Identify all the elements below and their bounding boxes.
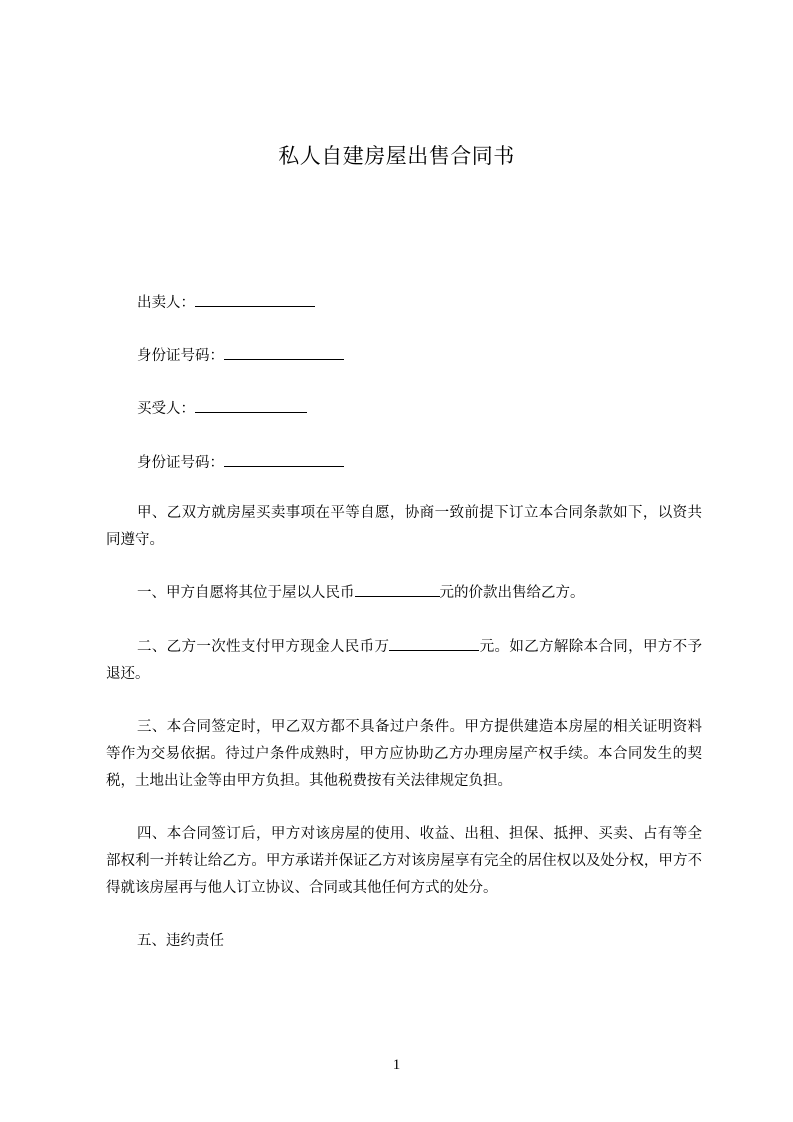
clause-5-heading: 五、违约责任: [137, 933, 224, 949]
seller-id-blank: [224, 344, 344, 360]
seller-label: 出卖人：: [137, 295, 195, 311]
buyer-label: 买受人：: [137, 401, 195, 417]
seller-id-label: 身份证号码：: [137, 348, 224, 364]
clause-4: 四、本合同签订后，甲方对该房屋的使用、收益、出租、担保、抵押、买卖、占有等全部权利一并转让给乙方。甲方承诺并保证乙方对该房屋享有完全的居住权以及处分权，甲方不得就该房屋再与他人订立协议、合同或其他任何方式的处分。: [106, 826, 702, 896]
clause-1-text-after: 元的价款出售给乙方。: [439, 585, 585, 601]
clause-1-text-before: 一、甲方自愿将其位于屋以人民币: [137, 585, 355, 601]
buyer-id-field: [137, 451, 344, 474]
intro-paragraph: 甲、乙双方就房屋买卖事项在平等自愿，协商一致前提下订立本合同条款如下，以资共同遵守。: [106, 505, 702, 548]
buyer-blank: [195, 397, 307, 413]
page-number: 1: [392, 1057, 401, 1073]
buyer-field: [137, 397, 307, 420]
deposit-blank: [389, 635, 479, 651]
clause-2: [106, 634, 702, 688]
document-title: 私人自建房屋出售合同书: [278, 144, 515, 168]
seller-field: [137, 291, 315, 314]
buyer-id-label: 身份证号码：: [137, 455, 224, 471]
buyer-id-blank: [224, 451, 344, 467]
price-blank: [355, 581, 440, 597]
seller-blank: [195, 291, 315, 307]
clause-2-text-before: 二、乙方一次性支付甲方现金人民币万: [137, 639, 390, 655]
clause-3: 三、本合同签定时，甲乙双方都不具备过户条件。甲方提供建造本房屋的相关证明资料等作为交易依据。待过户条件成熟时，甲方应协助乙方办理房屋产权手续。本合同发生的契税，土地出让金等由甲方负担。其他税费按有关法律规定负担。: [106, 719, 702, 789]
clause-1: [106, 580, 702, 607]
seller-id-field: [137, 344, 344, 367]
clause-2-text-after: 元。如乙方解除本合同，甲方不予退还。: [106, 639, 702, 682]
